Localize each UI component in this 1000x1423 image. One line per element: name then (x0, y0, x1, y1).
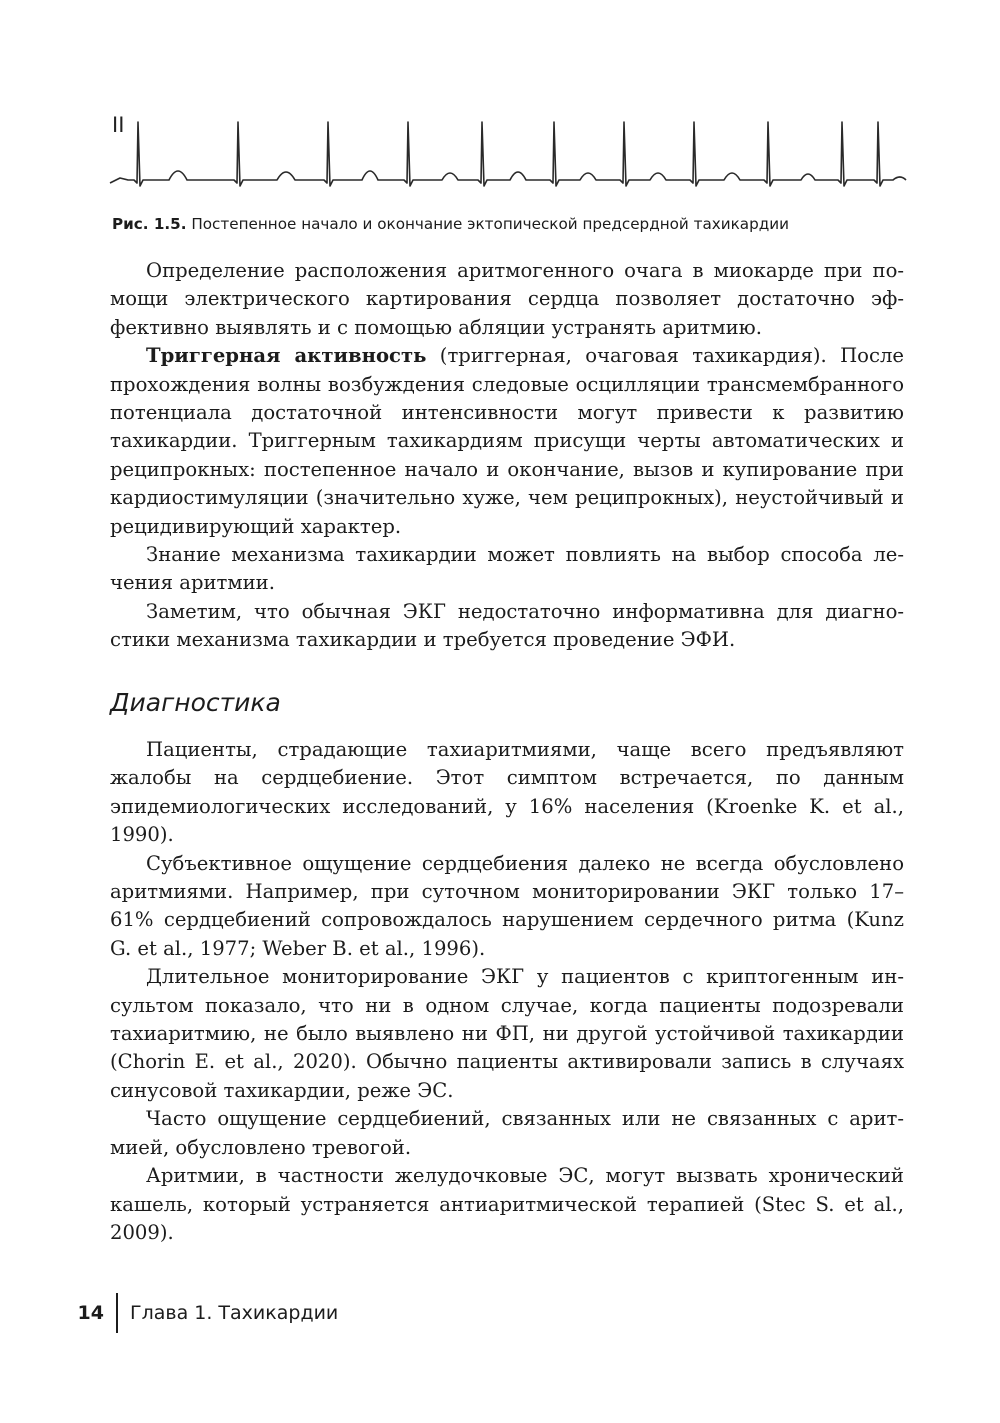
footer-divider (116, 1293, 118, 1333)
ecg-lead-label: II (112, 113, 125, 137)
page-footer (70, 1293, 338, 1333)
paragraph-body: (триггерная, очаговая тахикардия). После прохождения волны возбуждения следовые осцилляции трансмембранного потенциала достаточной интенсивности могут привести к развитию тахикардии. Триггерным тахикардиям присущи черты автоматических и реципрокных: постепенное начало и окончание, вызов и купирование при кардиостимуляции (значительно хуже, чем реципрокных), неустойчивый и рецидивирующий характер. (110, 344, 904, 538)
term-triggered-activity: Триггерная активность (146, 344, 427, 368)
paragraph: Заметим, что обычная ЭКГ недостаточно информативна для диагностики механизма тахикардии и требуется проведение ЭФИ. (110, 599, 904, 652)
paragraph: Субъективное ощущение сердцебиения далеко не всегда обусловлено аритмиями. Например, при суточном мониторировании ЭКГ только 17–61% сердцебиений сопровождалось нарушением сердечного ритма (Kunz G. et al., 1977; Weber B. et al., 1996). (110, 851, 904, 960)
paragraph: Часто ощущение сердцебиений, связанных или не связанных с аритмией, обусловлено тревогой. (110, 1107, 904, 1159)
body-text-top (110, 257, 904, 655)
paragraph: Пациенты, страдающие тахиаритмиями, чаще всего предъявляют жалобы на сердцебиение. Этот симптом встречается, по данным эпидемиологических исследований, у 16% населения (Kroenke K. et al., 1990). (110, 738, 904, 847)
figure-caption-text: Постепенное начало и окончание эктопической предсердной тахикардии (191, 215, 789, 233)
body-text-bottom (110, 736, 904, 1247)
paragraph: Определение расположения аритмогенного очага в миокарде при помощи электрического картирования сердца позволяет достаточно эффективно выявлять и с помощью абляции устранять аритмию. (110, 259, 904, 339)
ecg-trace-svg (108, 110, 908, 194)
ecg-trace (110, 122, 906, 186)
paragraph: Знание механизма тахикардии может повлиять на выбор способа лечения аритмии. (110, 543, 904, 595)
section-heading: Диагностика (110, 688, 281, 717)
figure-caption-label: Рис. 1.5. (112, 215, 187, 233)
figure-caption (112, 215, 912, 233)
page-number: 14 (77, 1302, 104, 1324)
ecg-figure (108, 110, 908, 194)
chapter-title: Глава 1. Тахикардии (130, 1302, 339, 1324)
paragraph: Длительное мониторирование ЭКГ у пациентов с криптогенным инсультом показало, что ни в одном случае, когда пациенты подозревали тахиаритмию, не было выявлено ни ФП, ни другой устойчивой тахикардии (Chorin E. et al., 2020). Обычно пациенты активировали запись в случаях синусовой тахикардии, реже ЭС. (110, 965, 904, 1102)
paragraph: Аритмии, в частности желудочковые ЭС, могут вызвать хронический кашель, который устраняется антиаритмической терапией (Stec S. et al., 2009). (110, 1164, 904, 1244)
paragraph (110, 342, 904, 541)
